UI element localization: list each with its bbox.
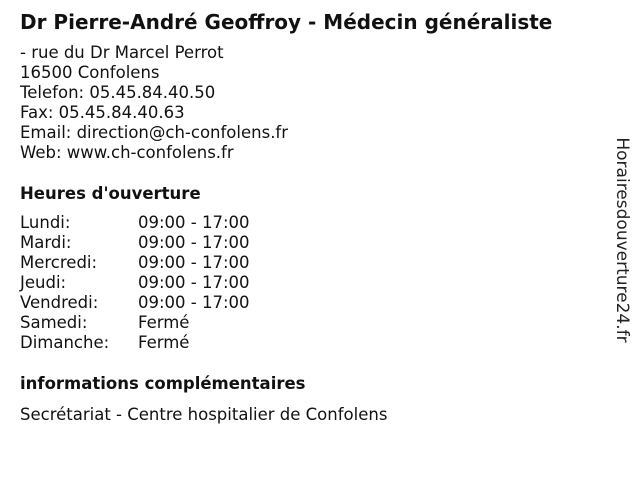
day-hours: 09:00 - 17:00 (138, 253, 250, 272)
hours-row-tuesday (20, 233, 250, 253)
hours-row-saturday (20, 313, 250, 333)
hours-row-sunday (20, 333, 250, 353)
email-address: Email: direction@ch-confolens.fr (20, 123, 289, 142)
fax-number: Fax: 05.45.84.40.63 (20, 103, 185, 122)
hours-row-friday (20, 293, 250, 313)
day-hours: 09:00 - 17:00 (138, 213, 250, 232)
day-label: Mercredi: (20, 253, 98, 272)
day-hours: 09:00 - 17:00 (138, 233, 250, 252)
contact-block (20, 43, 288, 163)
site-watermark: Horairesdouverture24.fr (612, 137, 632, 343)
city-address: 16500 Confolens (20, 63, 160, 82)
day-hours: Fermé (138, 333, 190, 352)
opening-hours-table (20, 213, 250, 353)
day-hours: 09:00 - 17:00 (138, 293, 250, 312)
phone-number: Telefon: 05.45.84.40.50 (20, 83, 216, 102)
day-label: Jeudi: (20, 273, 67, 292)
day-hours: Fermé (138, 313, 190, 332)
day-hours: 09:00 - 17:00 (138, 273, 250, 292)
day-label: Samedi: (20, 313, 88, 332)
additional-info-text: Secrétariat - Centre hospitalier de Confolens (20, 405, 388, 424)
day-label: Vendredi: (20, 293, 99, 312)
day-label: Dimanche: (20, 333, 110, 352)
page-title: Dr Pierre-André Geoffroy - Médecin généraliste (20, 10, 553, 34)
opening-hours-heading: Heures d'ouverture (20, 184, 201, 203)
day-label: Lundi: (20, 213, 71, 232)
website-address: Web: www.ch-confolens.fr (20, 143, 234, 162)
street-address: - rue du Dr Marcel Perrot (20, 43, 224, 62)
hours-row-thursday (20, 273, 250, 293)
day-label: Mardi: (20, 233, 72, 252)
hours-row-monday (20, 213, 250, 233)
additional-info-heading: informations complémentaires (20, 374, 306, 393)
hours-row-wednesday (20, 253, 250, 273)
